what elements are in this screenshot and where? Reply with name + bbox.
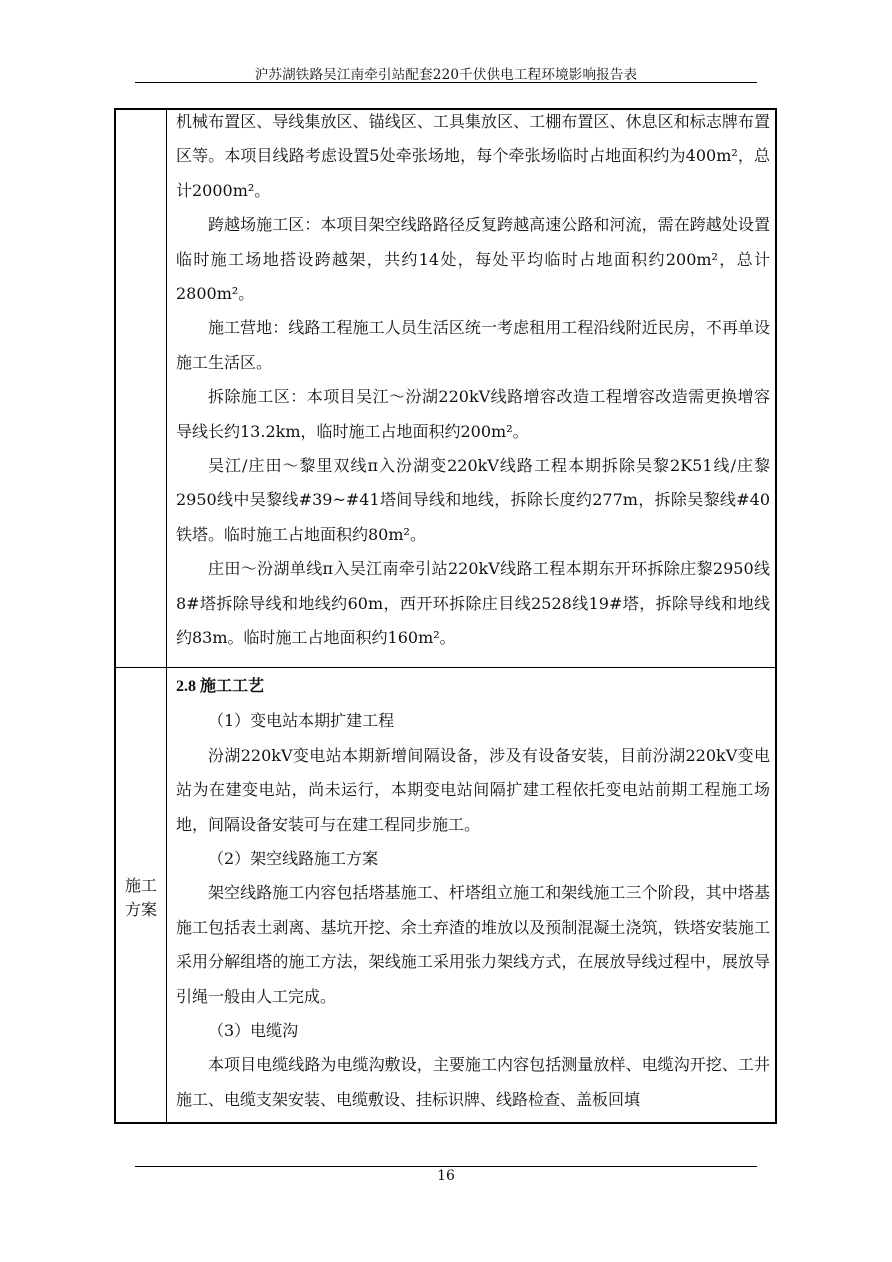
subheading: （3）电缆沟 — [208, 1021, 299, 1041]
paragraph: 庄田～汾湖单线π入吴江南牵引站220kV线路工程本期东开环拆除庄黎2950线8#塔拆除导线和地线约60m，西开环拆除庄目线2528线19#塔，拆除导线和地线约83m。临时施工占地面积约160m²。 — [176, 559, 770, 648]
table-column-divider — [166, 108, 167, 1124]
subheading: （1）变电站本期扩建工程 — [208, 711, 395, 731]
section-heading: 2.8 施工工艺 — [176, 678, 265, 695]
row-label-construction-plan: 施工 方案 — [124, 876, 157, 919]
table-row-divider — [114, 667, 777, 668]
paragraph: 跨越场施工区：本项目架空线路路径反复跨越高速公路和河流，需在跨越处设置临时施工场地搭设跨越架，共约14处，每处平均临时占地面积约200m²，总计2800m²。 — [176, 215, 770, 304]
paragraph: 汾湖220kV变电站本期新增间隔设备，涉及有设备安装，目前汾湖220kV变电站为在建变电站，尚未运行，本期变电站间隔扩建工程依托变电站前期工程施工场地，间隔设备安装可与在建工程同步施工。 — [176, 745, 770, 834]
footer-rule — [135, 1166, 757, 1167]
paragraph: 机械布置区、导线集放区、锚线区、工具集放区、工棚布置区、休息区和标志牌布置区等。本项目线路考虑设置5处牵张场地，每个牵张场临时占地面积约为400m²，总计2000m²。 — [176, 112, 770, 200]
header-rule — [135, 82, 757, 83]
bottom-section — [176, 670, 770, 1117]
page-header-title: 沪苏湖铁路吴江南牵引站配套220千伏供电工程环境影响报告表 — [254, 67, 638, 83]
paragraph: 本项目电缆线路为电缆沟敷设，主要施工内容包括测量放样、电缆沟开挖、工井施工、电缆支架安装、电缆敷设、挂标识牌、线路检查、盖板回填 — [176, 1055, 770, 1109]
paragraph: 施工营地：线路工程施工人员生活区统一考虑租用工程沿线附近民房，不再单设施工生活区。 — [176, 318, 770, 372]
paragraph: 拆除施工区：本项目吴江～汾湖220kV线路增容改造工程增容改造需更换增容导线长约13.2km，临时施工占地面积约200m²。 — [176, 387, 770, 441]
paragraph: 吴江/庄田～黎里双线π入汾湖变220kV线路工程本期拆除吴黎2K51线/庄黎2950线中吴黎线#39~#41塔间导线和地线，拆除长度约277m，拆除吴黎线#40铁塔。临时施工占地面积约80m²。 — [176, 456, 770, 544]
page-number: 16 — [437, 1168, 455, 1184]
paragraph: 架空线路施工内容包括塔基施工、杆塔组立施工和架线施工三个阶段，其中塔基施工包括表土剥离、基坑开挖、余土弃渣的堆放以及预制混凝土浇筑，铁塔安装施工采用分解组塔的施工方法，架线施工采用张力架线方式，在展放导线过程中，展放导引绳一般由人工完成。 — [176, 883, 770, 1006]
top-section — [176, 105, 770, 656]
subheading: （2）架空线路施工方案 — [208, 849, 379, 869]
